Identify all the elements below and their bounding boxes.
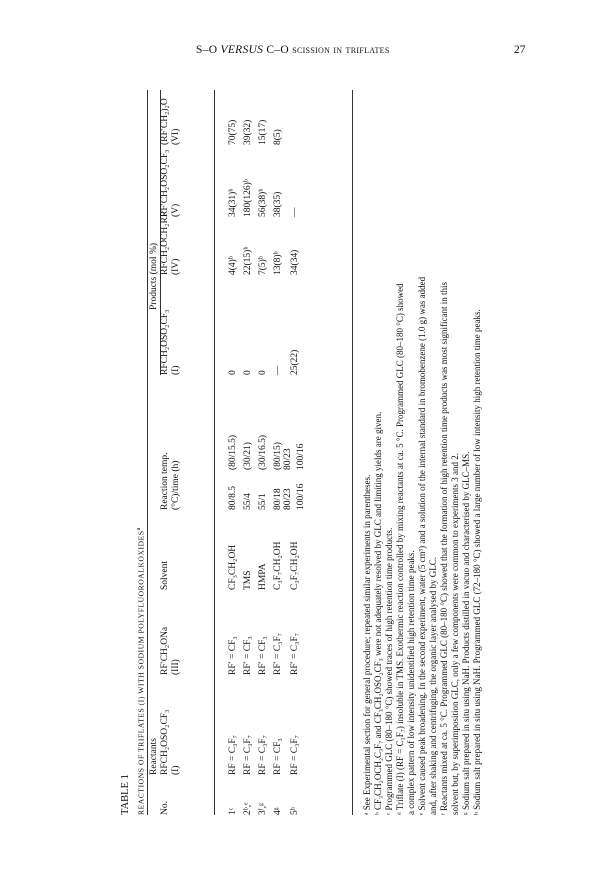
cell-repeat: (80/15.5) (228, 434, 238, 470)
col-header-line: Solvent (160, 560, 170, 590)
footnote: ᶠ Reactants mixed at ca. 5 °C. Programmed GLC (80–180 °C) showed that the formation of high retention time products was most significant in this (439, 282, 449, 815)
cell-solvent: CF₃CH₂OH (228, 544, 238, 590)
running-header (0, 44, 593, 64)
col-header-line: Reaction temp. (160, 452, 170, 510)
cell-solvent: C₃F₇CH₂OH (273, 541, 283, 590)
cell-triflate: RF = C₃F₇ (290, 735, 300, 775)
footnote: ʰ Sodium salt prepared in situ using NaH. Programmed GLC (72–180 °C) showed a large number of low intensity high retention time peaks. (472, 309, 482, 815)
cell-product-i: 0 (243, 370, 253, 375)
cell-temp: 80/8.5 (228, 485, 238, 510)
cell-alkoxide: RF′ = CF₃ (243, 636, 253, 675)
col-header-line: (°C)/time (h) (171, 460, 182, 510)
col-header-no (160, 801, 171, 815)
running-head-versus: VERSUS (220, 44, 264, 56)
col-header-product-iv (160, 210, 182, 275)
col-header-line: (IV) (171, 258, 182, 275)
table-caption-mark: a (135, 527, 142, 531)
col-header-line: (VI) (171, 128, 182, 145)
footnote: ᵈ Triflate (I) (RF = C₃F₇) insoluble in TMS. Exothermic reaction controlled by mixing reactants at ca. 5 °C. Programmed GLC (80–180 °C) showed (395, 283, 405, 815)
cell-product-iv: 22(15)ᵇ (243, 246, 253, 275)
col-header-product-vi (160, 98, 182, 145)
col-header-line: (I) (171, 365, 182, 375)
col-header-line: (RF′CH₂)₂O (160, 98, 170, 145)
cell-temp: 80/18 (273, 488, 283, 510)
cell-no: 3ᶠ,ᵍ (258, 803, 268, 815)
table-row (283, 90, 320, 815)
col-header-alkoxide (160, 627, 182, 675)
footnote: solvent but, by superimposition GLC, only a few components were common to experiments 3 and 2. (450, 453, 460, 815)
cell-product-v: 34(31)ᵇ (228, 188, 238, 217)
running-head-part: scission in triflates (292, 44, 390, 56)
cell-product-iv: 4(4)ᵇ (228, 256, 238, 275)
cell-no: 4ᵍ (273, 807, 283, 815)
cell-alkoxide: RF′ = C₃F₇ (273, 632, 283, 675)
cell-repeat-2: 100/16 (296, 443, 306, 470)
running-head-part: S–O (196, 44, 221, 56)
col-header-line: No. (160, 801, 170, 815)
cell-product-v: 180(126)ᵇ (243, 179, 253, 217)
col-header-line: (I) (171, 765, 182, 775)
cell-product-v: — (290, 207, 300, 217)
cell-product-v: 56(38)ᵇ (258, 188, 268, 217)
cell-product-v: 38(35) (273, 191, 283, 217)
footnote: ᵍ Sodium salt prepared in situ using NaH. Products distilled in vacuo and characterised by GLC–MS. (461, 451, 471, 815)
col-header-line: RF′CH₂OSO₂CF₃ (160, 149, 170, 217)
col-header-line: (III) (171, 659, 182, 675)
cell-solvent: TMS (243, 570, 253, 590)
cell-alkoxide: RF′ = C₃F₇ (290, 632, 300, 675)
col-header-product-i (160, 310, 182, 375)
cell-triflate: RF = C₃F₇ (243, 735, 253, 775)
running-head-part: C–O (263, 44, 293, 56)
cell-triflate: RF = C₃F₇ (228, 735, 238, 775)
cell-product-vi: 70(75) (228, 119, 238, 145)
col-header-line: RFCH₂OSO₂CF₃ (160, 309, 170, 375)
footnote: ᵇ CF₃CH₂OCH₂C₃F₇ and CF₃CH₂OSO₂CF₃ were not adequately resolved by GLC and limiting yields are given. (373, 411, 383, 815)
header-rule (214, 90, 215, 815)
cell-temp: 55/1 (258, 493, 268, 510)
cell-product-iv: 7(5)ᵇ (258, 256, 268, 275)
cell-repeat: (30/16.5) (258, 434, 268, 470)
bottom-rule (352, 90, 353, 815)
cell-no: 1ᶜ (228, 807, 238, 815)
cell-repeat: 80/23 (283, 448, 293, 470)
footnote: ᵃ See Experimental section for general procedure; repeated similar experiments in parentheses. (362, 474, 372, 815)
cell-product-iv: 34(34) (290, 249, 300, 275)
col-header-solvent (160, 561, 171, 590)
cell-temp-2: 100/16 (296, 483, 306, 510)
rotated-table-block (120, 90, 482, 815)
table-caption (135, 527, 146, 815)
cell-repeat: (80/15) (273, 442, 283, 470)
col-header-line: RFCH₂OCH₂RF′ (160, 209, 170, 275)
footnote: ᶜ Programmed GLC (80–180 °C) showed traces of high retention time products. (384, 527, 394, 815)
cell-product-vi: 15(17) (258, 119, 268, 145)
cell-product-i: 0 (258, 370, 268, 375)
group-products: Products (mol %) (149, 242, 159, 310)
page-number: 27 (514, 44, 526, 56)
top-rule (147, 90, 148, 815)
cell-no: 2ᵇ,ᵉ (243, 802, 253, 815)
running-head (196, 44, 390, 56)
col-header-line: RF′CH₂ONa (160, 626, 170, 675)
footnote: ᵉ Solvent caused peak broadening. In the second experiment, water (5 cm³) and a solution of the internal standard in bromobenzene (1.0 g) was added (417, 276, 427, 815)
cell-product-vi: 8(5) (273, 129, 283, 145)
table-row (228, 90, 242, 815)
cell-solvent: HMPA (258, 563, 268, 590)
cell-alkoxide: RF′ = CF₃ (228, 636, 238, 675)
table-caption-text: REACTIONS OF TRIFLATES (I) WITH SODIUM POLYFLUOROALKOXIDES (136, 530, 146, 815)
footnote: a complex pattern of low intensity unidentified high retention time peaks. (406, 550, 416, 815)
cell-product-i: 0 (228, 370, 238, 375)
table-row (243, 90, 257, 815)
footnote: and, after shaking and centrifuging, the organic layer analysed by GLC. (428, 557, 438, 815)
cell-triflate: RF = CF₃ (273, 738, 283, 775)
cell-product-i: — (273, 365, 283, 375)
cell-solvent: C₃F₇CH₂OH (290, 541, 300, 590)
table-title: TABLE 1 (120, 774, 131, 815)
col-header-line: (V) (171, 203, 182, 217)
cell-repeat: (30/21) (243, 442, 253, 470)
table-row (258, 90, 272, 815)
cell-no: 5ʰ (290, 807, 300, 815)
cell-product-i: 25(22) (290, 349, 300, 375)
cell-triflate: RF = C₃F₇ (258, 735, 268, 775)
cell-temp: 55/4 (243, 493, 253, 510)
cell-alkoxide: RF′ = CF₃ (258, 636, 268, 675)
cell-product-iv: 13(8)ᵇ (273, 251, 283, 275)
group-reactants: Reactants (149, 738, 159, 775)
col-header-temp (160, 452, 182, 510)
col-header-product-v (160, 150, 182, 217)
col-header-triflate (160, 710, 182, 775)
col-header-line: RFCH₂OSO₂CF₃ (160, 709, 170, 775)
cell-temp: 80/23 (283, 488, 293, 510)
cell-product-vi: 39(32) (243, 119, 253, 145)
